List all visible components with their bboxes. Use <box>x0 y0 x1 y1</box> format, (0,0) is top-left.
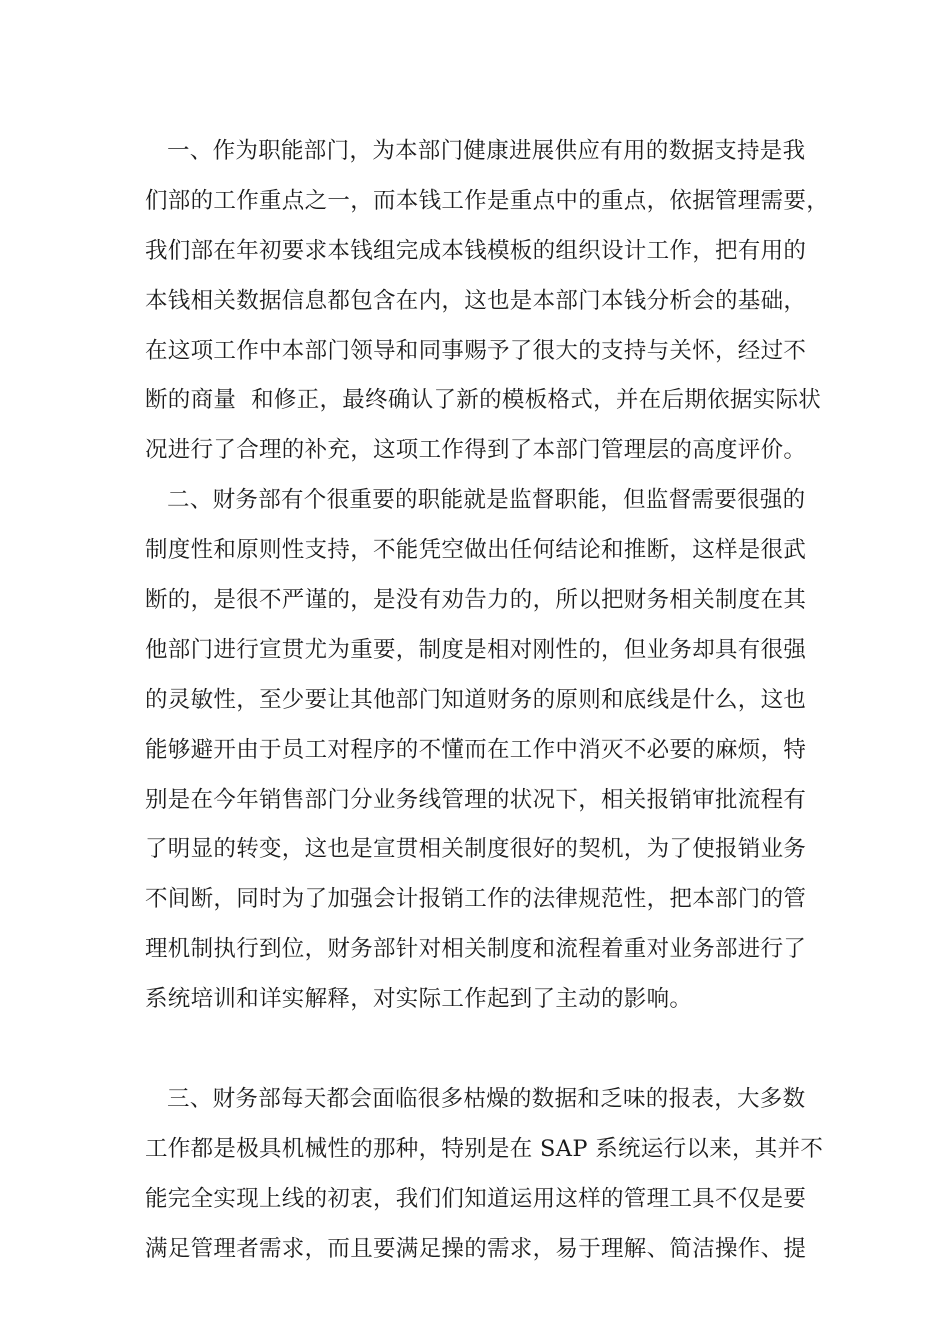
text-line: 能够避开由于员工对程序的不懂而在工作中消灭不必要的麻烦，特 <box>145 736 807 763</box>
text-line: 不间断，同时为了加强会计报销工作的法律规范性，把本部门的管 <box>145 886 807 913</box>
text-line: 系统培训和详实解释，对实际工作起到了主动的影响。 <box>145 986 693 1013</box>
text-line: 满足管理者需求，而且要满足操的需求，易于理解、简洁操作、提 <box>145 1235 807 1262</box>
text-line: 他部门进行宣贯尤为重要，制度是相对刚性的，但业务却具有很强 <box>145 636 807 663</box>
text-line: 三、财务部每天都会面临很多枯燥的数据和乏味的报表，大多数 <box>167 1085 806 1112</box>
text-line: 断的商量 和修正，最终确认了新的模板格式，并在后期依据实际状 <box>145 387 822 414</box>
body-text <box>145 127 830 1274</box>
paragraph-2 <box>145 476 825 1075</box>
text-line: 别是在今年销售部门分业务线管理的状况下，相关报销审批流程有 <box>145 786 807 813</box>
text-line: 本钱相关数据信息都包含在内，这也是本部门本钱分析会的基础， <box>145 287 807 314</box>
text-line: 们部的工作重点之一，而本钱工作是重点中的重点，依据管理需要， <box>145 187 830 214</box>
text-line: 二、财务部有个很重要的职能就是监督职能，但监督需要很强的 <box>167 487 806 514</box>
text-line: 我们部在年初要求本钱组完成本钱模板的组织设计工作，把有用的 <box>145 237 807 264</box>
text-line <box>145 1025 825 1075</box>
text-line: 的灵敏性，至少要让其他部门知道财务的原则和底线是什么，这也 <box>145 686 807 713</box>
text-line: 断的，是很不严谨的，是没有劝告力的，所以把财务相关制度在其 <box>145 587 807 614</box>
paragraph-3 <box>145 1075 825 1275</box>
text-line: 在这项工作中本部门领导和同事赐予了很大的支持与关怀，经过不 <box>145 337 807 364</box>
text-line: 能完全实现上线的初衷，我们们知道运用这样的管理工具不仅是要 <box>145 1185 807 1212</box>
text-line: 制度性和原则性支持，不能凭空做出任何结论和推断，这样是很武 <box>145 537 807 564</box>
text-line: 了明显的转变，这也是宣贯相关制度很好的契机，为了使报销业务 <box>145 836 807 863</box>
paragraph-1 <box>145 127 830 476</box>
text-line: 理机制执行到位，财务部针对相关制度和流程着重对业务部进行了 <box>145 936 807 963</box>
text-line: 工作都是极具机械性的那种，特别是在 SAP 系统运行以来，其并不 <box>145 1135 824 1162</box>
text-line: 一、作为职能部门，为本部门健康进展供应有用的数据支持是我 <box>167 138 806 164</box>
text-line: 况进行了合理的补充，这项工作得到了本部门管理层的高度评价。 <box>145 437 807 464</box>
